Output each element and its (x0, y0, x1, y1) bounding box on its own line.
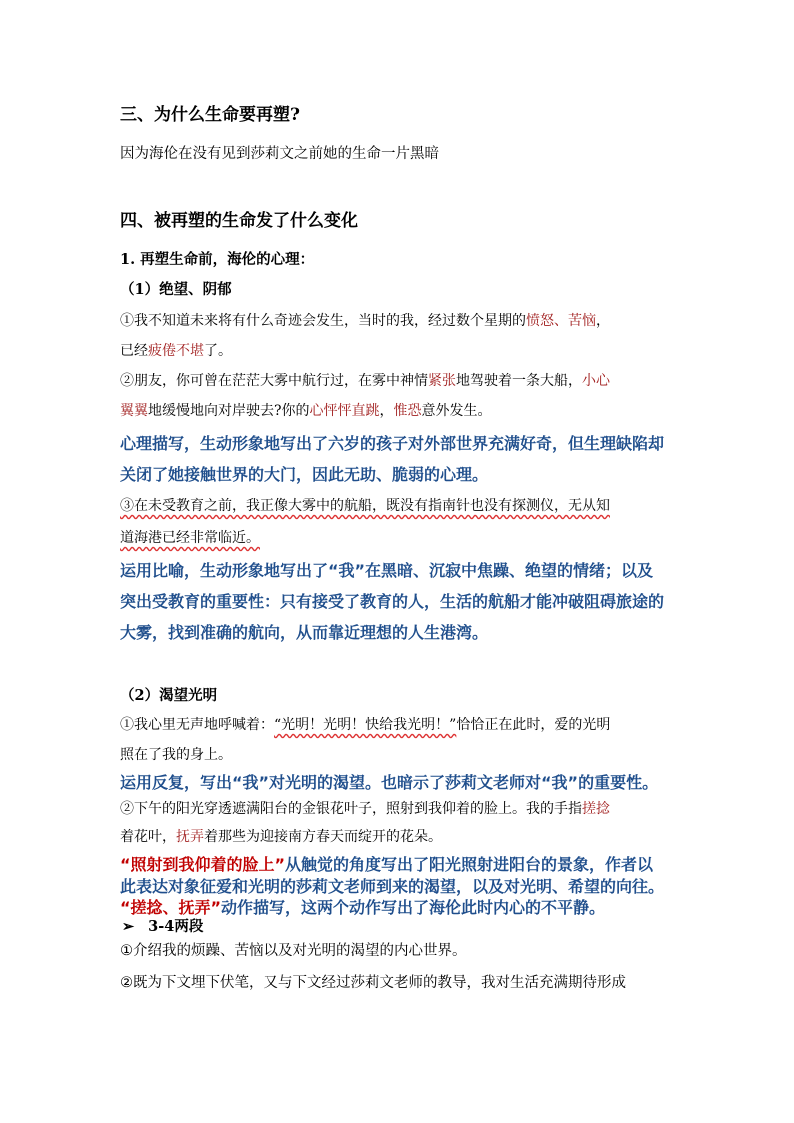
highlight-text: 紧张 (428, 373, 456, 389)
analysis-5-line-3 (120, 898, 605, 917)
quote-5-line-1 (120, 801, 610, 818)
quote-3-line-1 (120, 498, 610, 515)
bullet-item (122, 918, 203, 935)
quote-text: 已经 (120, 343, 148, 359)
analysis-5-line-1 (120, 855, 653, 874)
point-1-heading: 1. 再塑生命前，海伦的心理： (120, 251, 315, 268)
quote-text: 了。 (204, 343, 232, 359)
bullet-point-1: ①介绍我的烦躁、苦恼以及对光明的渴望的内心世界。 (120, 943, 467, 959)
quote-1-line-2 (120, 343, 232, 360)
highlight-text: “搓捻、抚弄” (120, 898, 222, 917)
arrow-bullet-icon: ➢ (122, 918, 135, 935)
quote-text: ①我心里无声地呼喊着： (120, 717, 274, 733)
quote-text: ①我不知道未来将有什么奇迹会发生，当时的我，经过数个星期的 (120, 313, 526, 329)
quote-text: ②下午的阳光穿透遮满阳台的金银花叶子，照射到我仰着的脸上。我的手指 (120, 801, 582, 817)
analysis-5-line-2: 此表达对象征爱和光明的莎莉文老师到来的渴望，以及对光明、希望的向往。 (120, 877, 665, 896)
quote-text: ， (596, 313, 610, 329)
quote-4-line-2: 照在了我的身上。 (120, 747, 232, 763)
quote-text: 着那些为迎接南方春天而绽开的花朵。 (204, 829, 442, 845)
analysis-2-line-1: 心理描写，生动形象地写出了六岁的孩子对外部世界充满好奇，但生理缺陷却 (120, 434, 665, 453)
highlight-text: 抚弄 (176, 829, 204, 845)
subheading-longing: （2）渴望光明 (120, 687, 218, 704)
section-4-heading: 四、被再塑的生命发了什么变化 (120, 211, 358, 231)
quote-text: “光明！光明！快给我光明！” (274, 717, 457, 733)
quote-text: 地缓慢地向对岸驶去?你的 (148, 403, 310, 419)
highlight-text: “照射到我仰着的脸上” (120, 855, 286, 874)
quote-text: ， (379, 403, 394, 419)
quote-text: 道海港已经非常临近。 (120, 530, 260, 546)
quote-text: 意外发生。 (421, 403, 492, 419)
highlight-text: 惟恐 (393, 403, 422, 419)
section-3-heading: 三、为什么生命要再塑? (120, 105, 300, 125)
highlight-text: 翼翼 (120, 403, 148, 419)
quote-2-line-1 (120, 373, 610, 390)
bullet-label: 3-4两段 (148, 918, 204, 935)
highlight-text: 搓捻 (582, 801, 610, 817)
bullet-point-2: ②既为下文埋下伏笔，又与下文经过莎莉文老师的教导，我对生活充满期待形成 (120, 975, 626, 991)
analysis-text: 从触觉的角度写出了阳光照射进阳台的景象，作者以 (285, 855, 654, 874)
analysis-4: 运用反复，写出“我”对光明的渴望。也暗示了莎莉文老师对“我”的重要性。 (120, 773, 659, 792)
highlight-text: 小心 (582, 373, 610, 389)
quote-1-line-1 (120, 313, 610, 330)
quote-text: 地驾驶着一条大船， (456, 373, 582, 389)
section-3-answer: 因为海伦在没有见到莎莉文之前她的生命一片黑暗 (120, 146, 439, 162)
quote-text: ②朋友，你可曾在茫茫大雾中航行过，在雾中神情 (120, 373, 428, 389)
subheading-despair: （1）绝望、阴郁 (120, 281, 232, 298)
analysis-text: 动作描写，这两个动作写出了海伦此时内心的不平静。 (221, 898, 606, 917)
quote-text: 恰恰正在此时，爱的光明 (456, 717, 611, 733)
highlight-text: 疲倦不堪 (148, 343, 204, 359)
analysis-3-line-2: 突出受教育的重要性：只有接受了教育的人，生活的航船才能冲破阻碍旅途的 (120, 592, 665, 611)
analysis-3-line-1: 运用比喻，生动形象地写出了“我”在黑暗、沉寂中焦躁、绝望的情绪；以及 (120, 561, 654, 580)
highlight-text: 心怦怦直跳 (309, 403, 380, 419)
highlight-text: 愤怒、苦恼 (526, 313, 596, 329)
analysis-2-line-2: 关闭了她接触世界的大门，因此无助、脆弱的心理。 (120, 465, 489, 484)
quote-text: 着花叶， (120, 829, 176, 845)
quote-3-line-2 (120, 530, 260, 547)
quote-text: ③在未受教育之前，我正像大雾中的航船，既没有指南针也没有探测仪，无从知 (120, 498, 610, 514)
quote-2-line-2 (120, 403, 492, 420)
quote-5-line-2 (120, 829, 442, 846)
quote-4-line-1 (120, 717, 610, 734)
analysis-3-line-3: 大雾，找到准确的航向，从而靠近理想的人生港湾。 (120, 623, 489, 642)
